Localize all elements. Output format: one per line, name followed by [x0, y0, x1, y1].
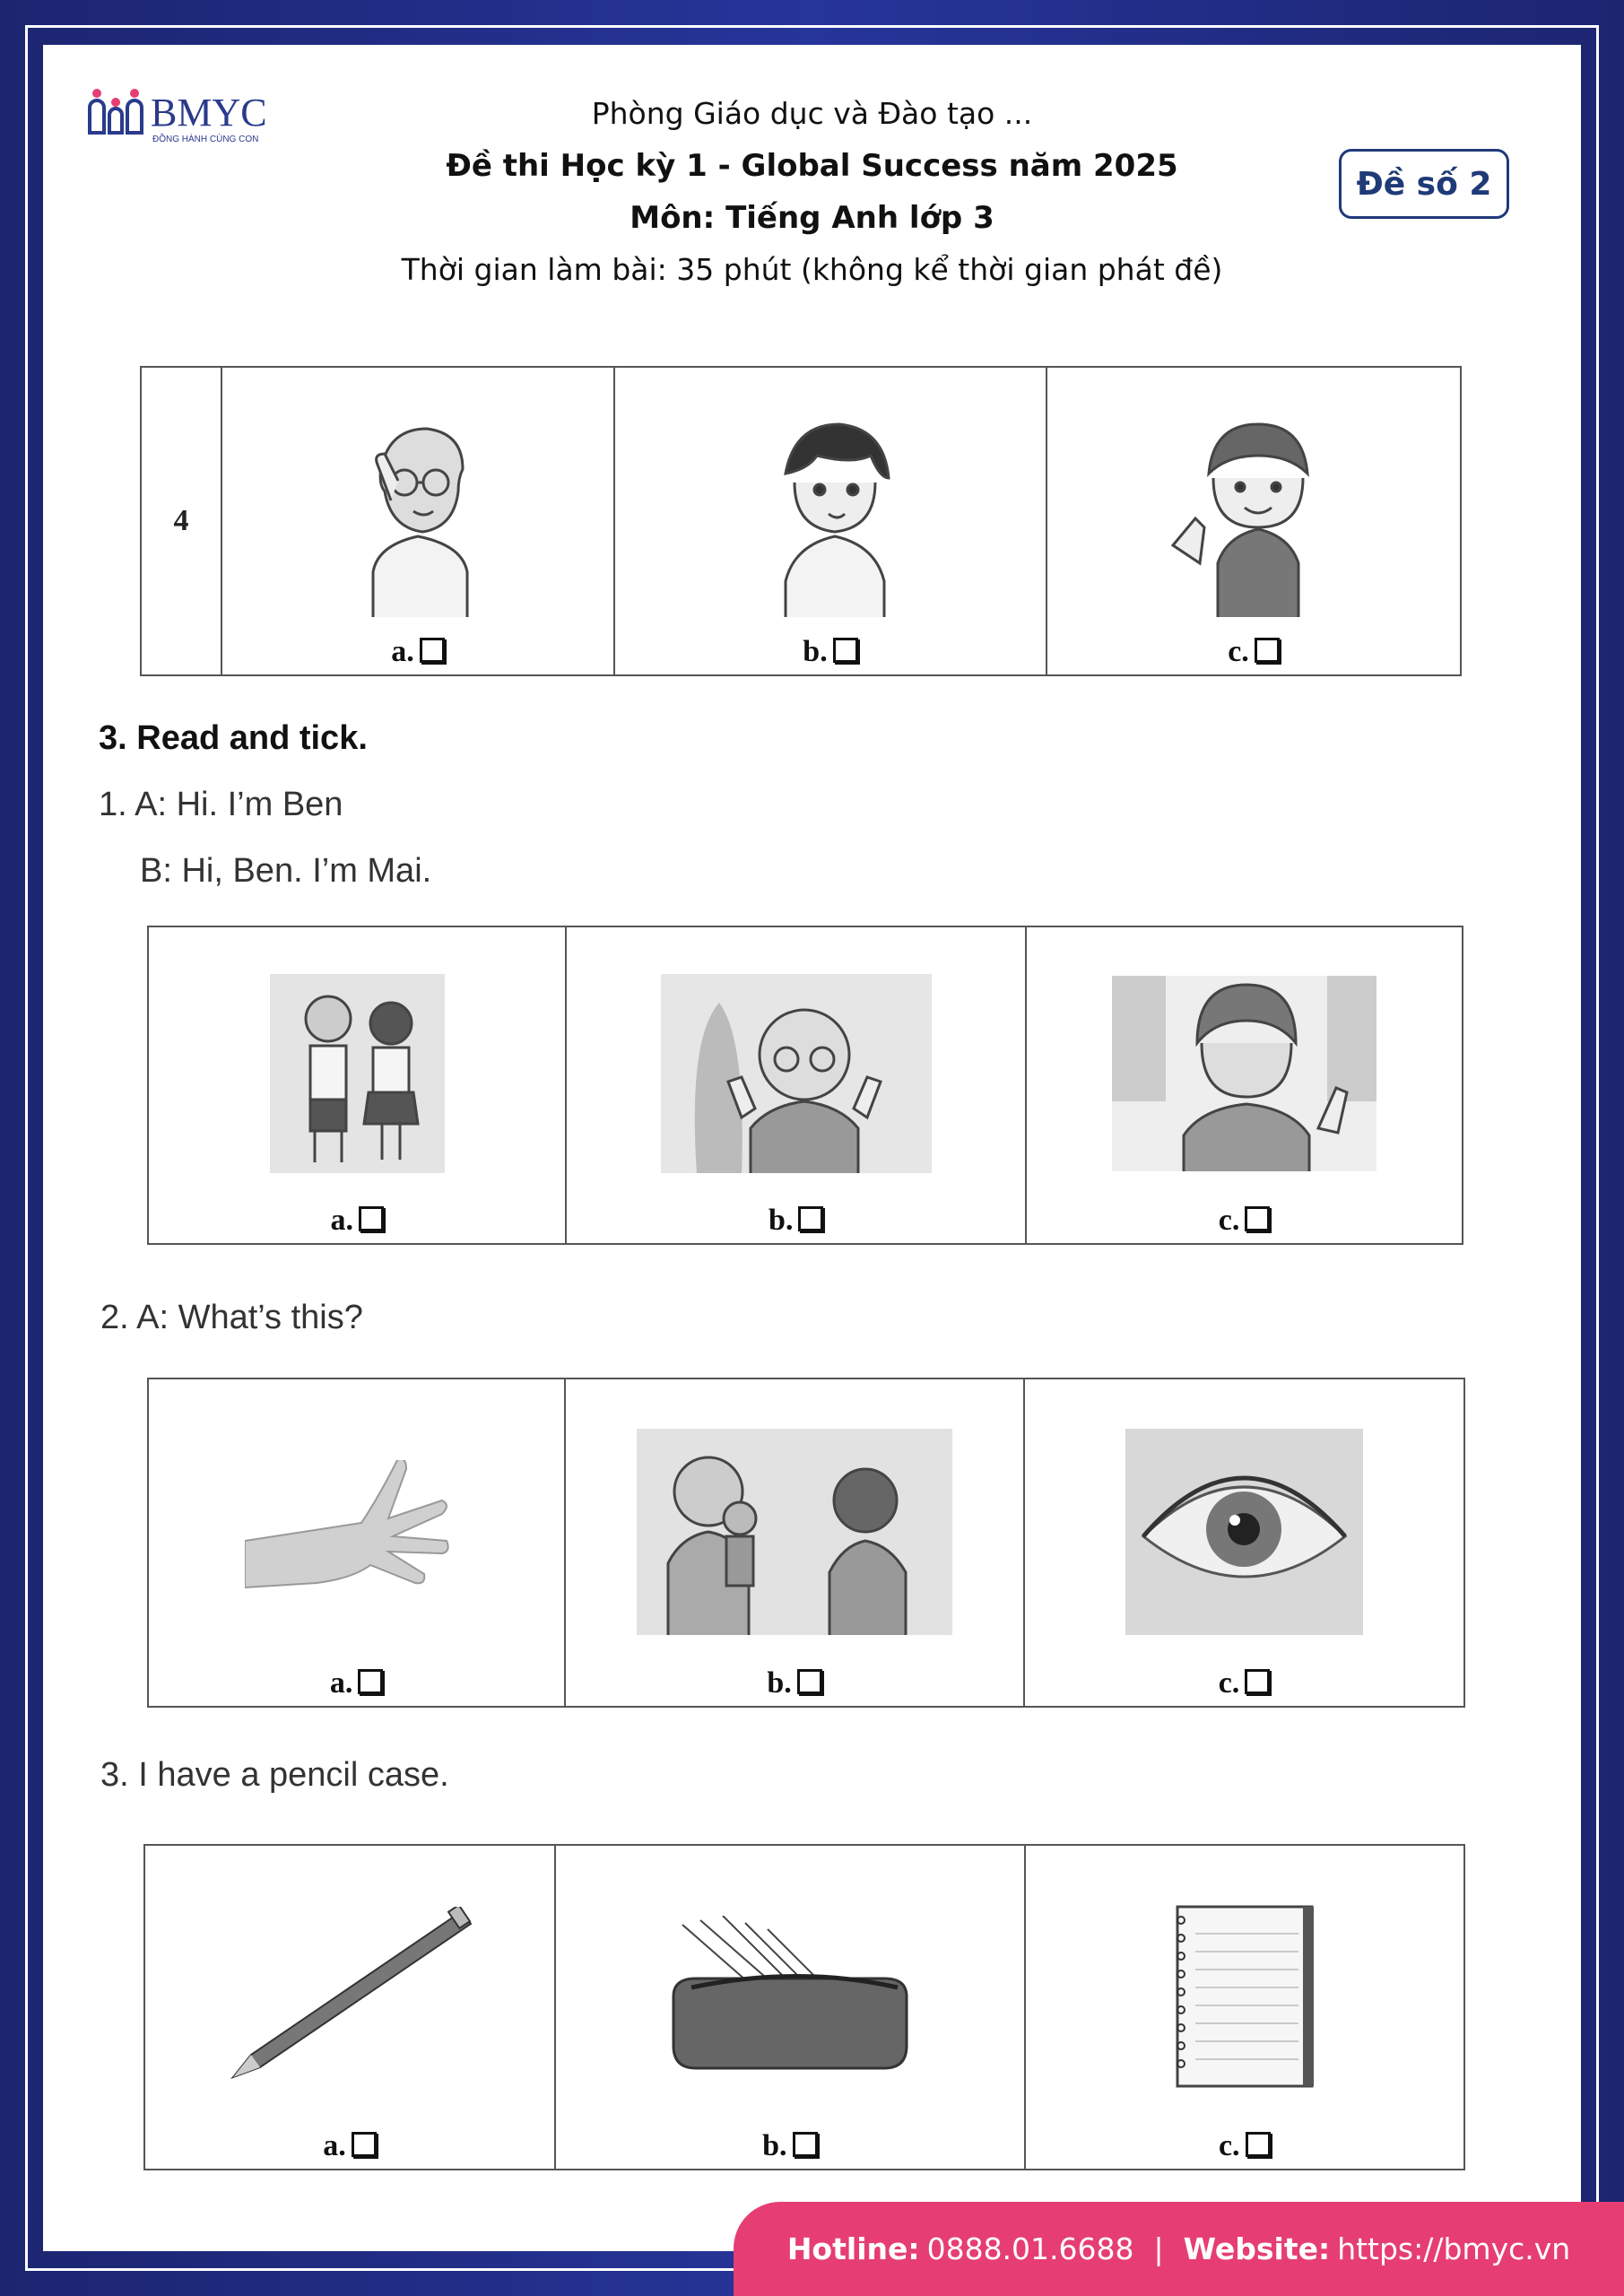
- q2-line-a: 2. A: What’s this?: [100, 1299, 363, 1336]
- boy-glasses-picture-icon: [337, 411, 499, 617]
- checkbox[interactable]: [352, 2132, 377, 2157]
- checkbox[interactable]: [798, 1206, 823, 1231]
- q3-table: [143, 1844, 1465, 2170]
- q2-option-b-label: b.: [767, 1666, 792, 1700]
- question4-option-b-label: b.: [803, 635, 828, 668]
- q3-option-a-label: a.: [323, 2129, 346, 2162]
- contact-footer: [734, 2202, 1624, 2296]
- exam-page: [43, 45, 1581, 2251]
- q2-option-a-label: a.: [329, 1666, 353, 1700]
- question4-table: [140, 366, 1462, 676]
- question4-option-b[interactable]: [614, 367, 1046, 675]
- q3-line-a: 3. I have a pencil case.: [100, 1756, 449, 1794]
- exam-number-badge: Đề số 2: [1339, 149, 1509, 219]
- checkbox[interactable]: [1245, 1206, 1270, 1231]
- q1-option-c-label: c.: [1218, 1204, 1240, 1237]
- q3-option-b[interactable]: [555, 1845, 1025, 2170]
- hotline-label: Hotline:: [786, 2231, 920, 2266]
- website-label: Website:: [1183, 2231, 1331, 2266]
- checkbox[interactable]: [793, 2132, 818, 2157]
- checkbox[interactable]: [1246, 2132, 1271, 2157]
- q2-option-c-label: c.: [1218, 1666, 1240, 1700]
- checkbox[interactable]: [833, 638, 858, 663]
- q3-option-b-label: b.: [762, 2129, 787, 2162]
- q2-table: [147, 1378, 1465, 1708]
- q1-option-c[interactable]: [1026, 926, 1463, 1244]
- children-with-doll-picture-icon: [637, 1429, 952, 1635]
- q1-option-b[interactable]: [566, 926, 1026, 1244]
- question4-option-c-label: c.: [1228, 635, 1249, 668]
- question4-option-c[interactable]: [1046, 367, 1461, 675]
- question4-option-a[interactable]: [221, 367, 614, 675]
- pencil-case-picture-icon: [656, 1916, 925, 2077]
- q1-table: [147, 926, 1463, 1245]
- footer-separator: |: [1153, 2231, 1164, 2266]
- brand-tagline: ĐỒNG HÀNH CÙNG CON: [152, 135, 259, 144]
- girl-waving-window-picture-icon: [1112, 976, 1376, 1171]
- checkbox[interactable]: [359, 1206, 384, 1231]
- q1-option-a-label: a.: [330, 1204, 353, 1237]
- question4-number: 4: [141, 367, 221, 675]
- checkbox[interactable]: [420, 638, 445, 663]
- checkbox[interactable]: [358, 1669, 383, 1694]
- section3-title: 3. Read and tick.: [99, 719, 368, 757]
- girl-waving-picture-icon: [1155, 411, 1352, 617]
- checkbox[interactable]: [797, 1669, 822, 1694]
- header-title: Đề thi Học kỳ 1 - Global Success năm 2025: [446, 148, 1178, 184]
- q2-option-b[interactable]: [565, 1378, 1024, 1707]
- q3-option-c-label: c.: [1218, 2129, 1240, 2162]
- question4-option-a-label: a.: [391, 635, 414, 668]
- q1-line-a: 1. A: Hi. I’m Ben: [99, 786, 343, 823]
- pencil-picture-icon: [224, 1907, 475, 2086]
- header-subject: Môn: Tiếng Anh lớp 3: [630, 200, 994, 236]
- q2-option-c[interactable]: [1024, 1378, 1464, 1707]
- checkbox[interactable]: [1255, 638, 1280, 663]
- checkbox[interactable]: [1245, 1669, 1270, 1694]
- header-duration: Thời gian làm bài: 35 phút (không kể thời gian phát đề): [401, 252, 1223, 287]
- hand-picture-icon: [245, 1460, 469, 1604]
- q3-option-c[interactable]: [1025, 1845, 1464, 2170]
- notebook-picture-icon: [1168, 1902, 1321, 2091]
- q3-option-a[interactable]: [144, 1845, 555, 2170]
- boy-waving-picture-icon: [661, 974, 932, 1173]
- q1-line-b: B: Hi, Ben. I’m Mai.: [140, 852, 432, 890]
- hotline-number[interactable]: 0888.01.6688: [926, 2231, 1134, 2266]
- two-children-picture-icon: [270, 974, 445, 1173]
- q1-option-b-label: b.: [769, 1204, 794, 1237]
- q1-option-a[interactable]: [148, 926, 566, 1244]
- brand-name: BMYC: [151, 91, 267, 135]
- header-office: Phòng Giáo dục và Đào tạo ...: [591, 96, 1033, 131]
- eye-picture-icon: [1125, 1429, 1363, 1635]
- girl-picture-icon: [750, 411, 911, 617]
- q2-option-a[interactable]: [148, 1378, 565, 1707]
- website-link[interactable]: https://bmyc.vn: [1337, 2231, 1571, 2266]
